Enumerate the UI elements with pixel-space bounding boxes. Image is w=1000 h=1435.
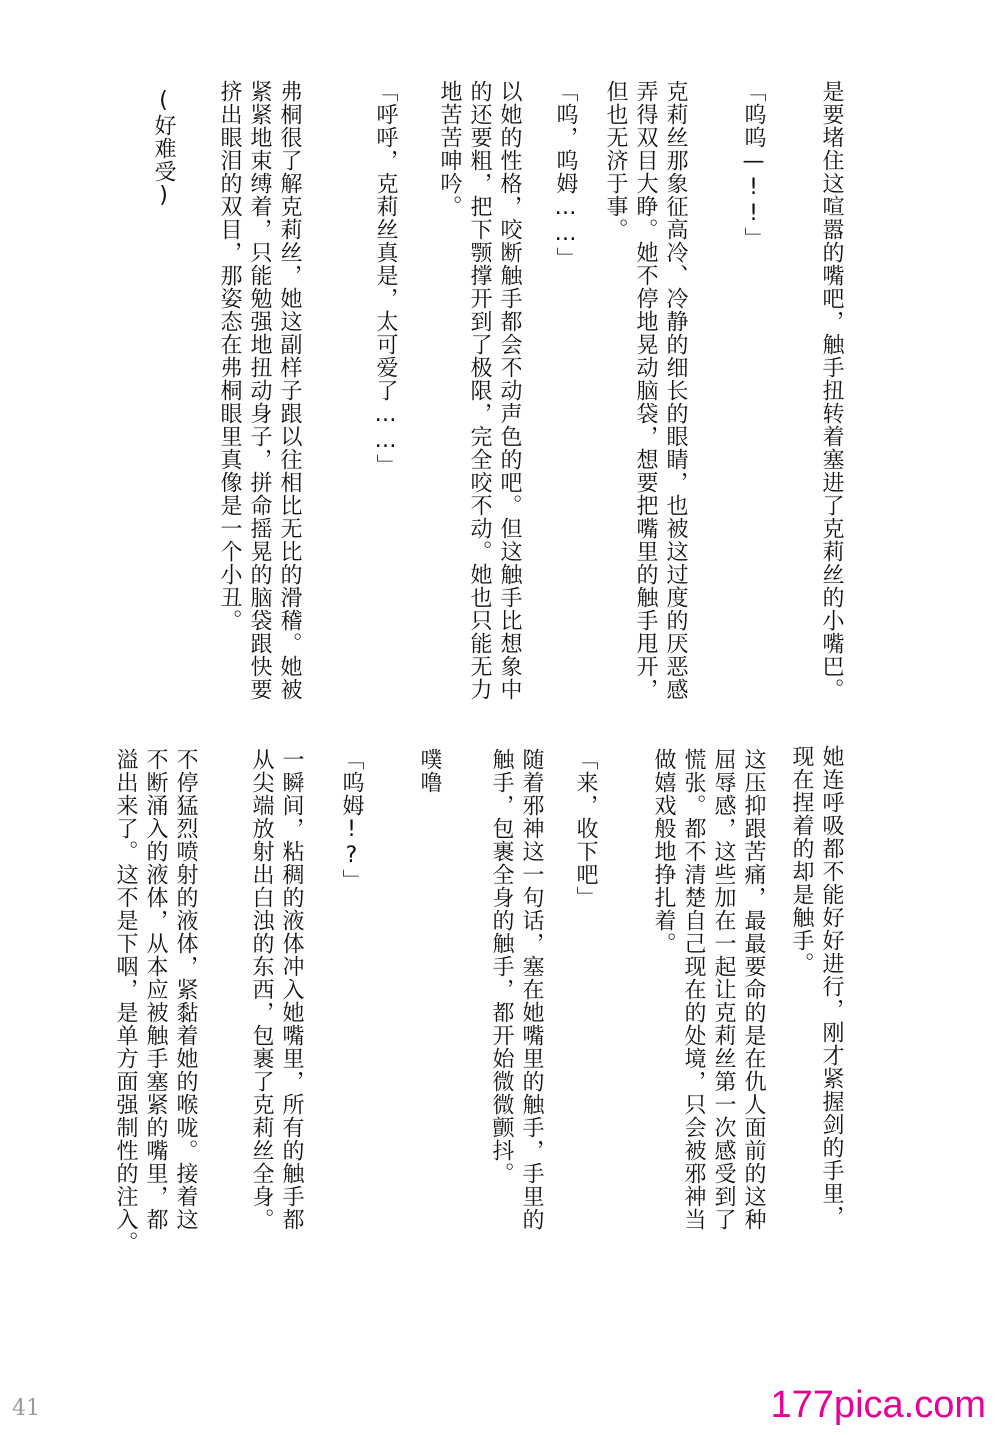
text-column: 溢出来了。这不是下咽，是单方面强制性的注入。 — [113, 748, 138, 1254]
text-column: 紧紧地束缚着，只能勉强地扭动身子，拼命摇晃的脑袋跟快要 — [247, 80, 272, 701]
text-column: 慌张。都不清楚自己现在的处境，只会被邪神当 — [681, 748, 706, 1231]
dialogue-column: 「呜，呜姆……」 — [553, 80, 578, 270]
text-column: 触手，包裹全身的触手，都开始微微颤抖。 — [489, 748, 514, 1185]
text-column: 不停猛烈喷射的液体，紧黏着她的喉咙。接着这 — [173, 748, 198, 1231]
thought-column: (好难受) — [151, 88, 176, 209]
dialogue-column: 「呼呼，克莉丝真是，太可爱了……」 — [373, 80, 398, 477]
watermark: 177pica.com — [770, 1384, 986, 1426]
text-column: 弄得双目大睁。她不停地晃动脑袋，想要把嘴里的触手甩开， — [633, 80, 658, 701]
text-column: 但也无济于事。 — [603, 80, 628, 241]
text-column: 地苦苦呻吟。 — [437, 80, 462, 218]
text-column: 做嬉戏般地挣扎着。 — [651, 748, 676, 955]
text-column: 随着邪神这一句话，塞在她嘴里的触手，手里的 — [519, 748, 544, 1231]
text-column: 一瞬间，粘稠的液体冲入她嘴里，所有的触手都 — [279, 748, 304, 1231]
dialogue-column: 「来，收下吧」 — [573, 748, 598, 909]
text-column: 从尖端放射出白浊的东西，包裹了克莉丝全身。 — [249, 748, 274, 1231]
dialogue-column: 「呜呜—!!」 — [741, 80, 766, 250]
dialogue-column: 「呜姆!?」 — [339, 748, 364, 892]
page-number: 41 — [12, 1396, 40, 1421]
text-column: 屈辱感，这些加在一起让克莉丝第一次感受到了 — [711, 748, 736, 1231]
text-column: 挤出眼泪的双目，那姿态在弗桐眼里真像是一个小丑。 — [217, 80, 242, 632]
text-column: 是要堵住这喧嚣的嘴吧，触手扭转着塞进了克莉丝的小嘴巴。 — [819, 80, 844, 701]
text-column: 她连呼吸都不能好好进行，刚才紧握剑的手里， — [819, 745, 844, 1228]
text-column: 弗桐很了解克莉丝，她这副样子跟以往相比无比的滑稽。她被 — [277, 80, 302, 701]
text-column: 现在捏着的却是触手。 — [789, 745, 814, 975]
text-column: 的还要粗，把下颚撑开到了极限，完全咬不动。她也只能无力 — [467, 80, 492, 701]
text-column: 以她的性格，咬断触手都会不动声色的吧。但这触手比想象中 — [497, 80, 522, 701]
sound-effect-column: 噗噜 — [417, 748, 442, 794]
text-column: 不断涌入的液体，从本应被触手塞紧的嘴里，都 — [143, 748, 168, 1231]
text-column: 克莉丝那象征高冷、冷静的细长的眼睛，也被这过度的厌恶感 — [663, 80, 688, 701]
text-column: 这压抑跟苦痛，最最要命的是在仇人面前的这种 — [741, 748, 766, 1231]
